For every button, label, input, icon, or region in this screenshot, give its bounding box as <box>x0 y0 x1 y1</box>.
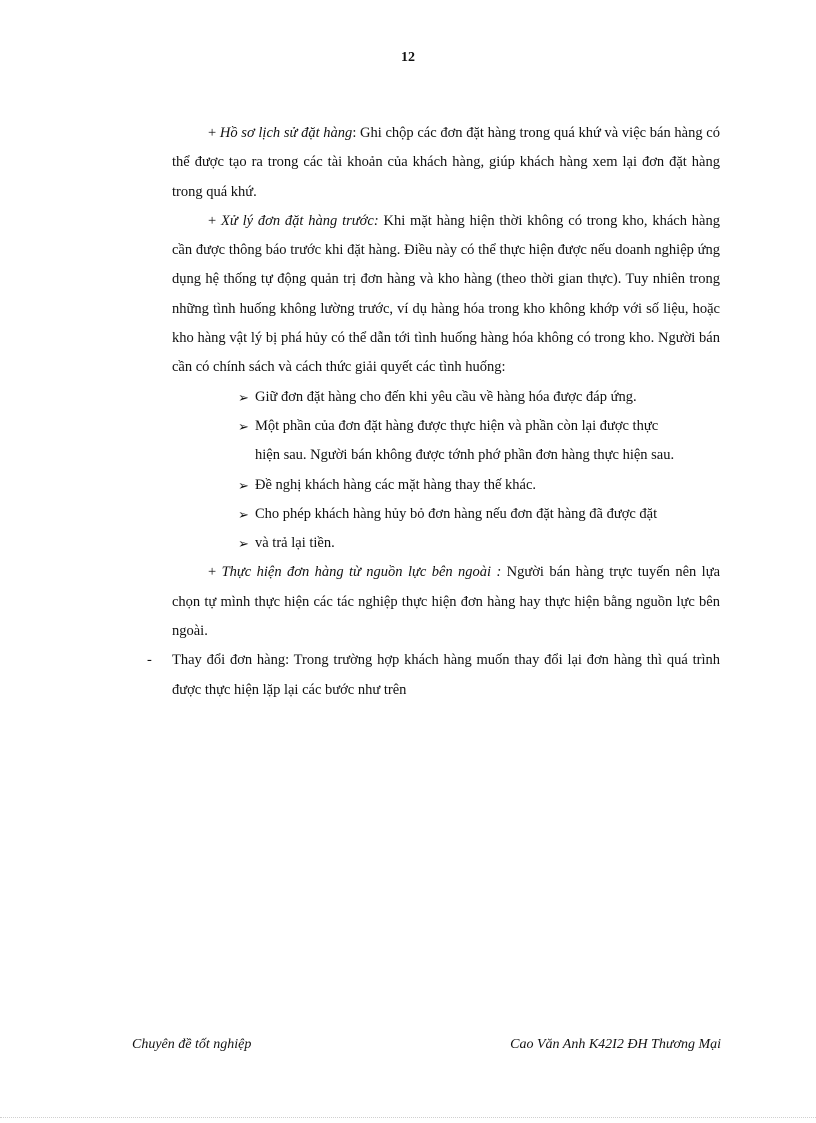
list-item: ➢ và trả lại tiền. <box>238 529 720 558</box>
term-order-history: Hồ sơ lịch sử đặt hàng <box>219 125 353 141</box>
paragraph-text: Khi mặt hàng hiện thời không có trong kho, khách hàng cần được thông báo trước khi đặt hàng. Điều này có thể thực hiện được nếu doanh nghiệp ứng dụng hệ thống tự động quản trị đơn hàng và kho hàng (theo thời gian thực). Tuy nhiên trong những tình huống không lường trước, ví dụ hàng hóa trong kho không khớp với số liệu, hoặc kho hàng vật lý bị phá hủy có thể dẫn tới tình huống hàng hóa không có trong kho. Người bán cần có chính sách và cách thức giải quyết các tình huống: <box>172 212 720 376</box>
paragraph-text: : Ghi chộp các đơn đặt hàng trong quá khứ và việc bán hàng có thể được tạo ra trong các tài khoản của khách hàng, giúp khách hàng xem lại đơn đặt hàng trong quá khứ. <box>172 125 720 200</box>
list-item: ➢ Đề nghị khách hàng các mặt hàng thay thế khác. <box>238 471 720 500</box>
paragraph-text: Thay đổi đơn hàng: Trong trường hợp khách hàng muốn thay đổi lại đơn hàng thì quá trình được thực hiện lặp lại các bước như trên <box>172 652 720 698</box>
bullet-list <box>172 383 720 559</box>
footer-left: Chuyên đề tốt nghiệp <box>132 1037 252 1052</box>
arrowhead-right-icon: ➢ <box>238 536 249 552</box>
list-item: ➢ Một phần của đơn đặt hàng được thực hiện và phần còn lại được thực <box>238 412 720 441</box>
paragraph-lead: + <box>208 212 221 229</box>
term-backorder: Xử lý đơn đặt hàng trước: <box>221 212 379 229</box>
dash-marker: - <box>147 652 152 669</box>
term-outsourcing: Thực hiện đơn hàng từ nguồn lực bên ngoài : <box>221 564 502 581</box>
paragraph-order-history <box>172 119 720 207</box>
list-item-continuation: hiện sau. Người bán không được tớnh phớ phần đơn hàng thực hiện sau. <box>255 447 675 464</box>
list-item: ➢ Giữ đơn đặt hàng cho đến khi yêu cầu về hàng hóa được đáp ứng. <box>238 383 720 412</box>
paragraph-outsourcing <box>172 558 720 646</box>
footer-right: Cao Văn Anh K42I2 ĐH Thương Mại <box>510 1037 721 1052</box>
paragraph-lead: + <box>208 564 222 581</box>
paragraph-text: Người bán hàng trực tuyến nên lựa chọn tự mình thực hiện các tác nghiệp thực hiện đơn hàng hay thực hiện bằng nguồn lực bên ngoài. <box>172 564 721 640</box>
list-item: ➢ Cho phép khách hàng hủy bỏ đơn hàng nếu đơn đặt hàng đã được đặt <box>238 500 720 529</box>
paragraph-order-change <box>147 646 720 705</box>
page-bottom-divider <box>0 1117 816 1118</box>
page-number: 12 <box>401 50 415 65</box>
arrowhead-right-icon: ➢ <box>238 506 249 522</box>
arrowhead-right-icon: ➢ <box>238 418 249 434</box>
paragraph-lead: + <box>208 125 220 141</box>
paragraph-backorder <box>172 207 720 383</box>
document-body <box>147 119 721 705</box>
arrowhead-right-icon: ➢ <box>238 389 249 405</box>
arrowhead-right-icon: ➢ <box>238 477 249 493</box>
